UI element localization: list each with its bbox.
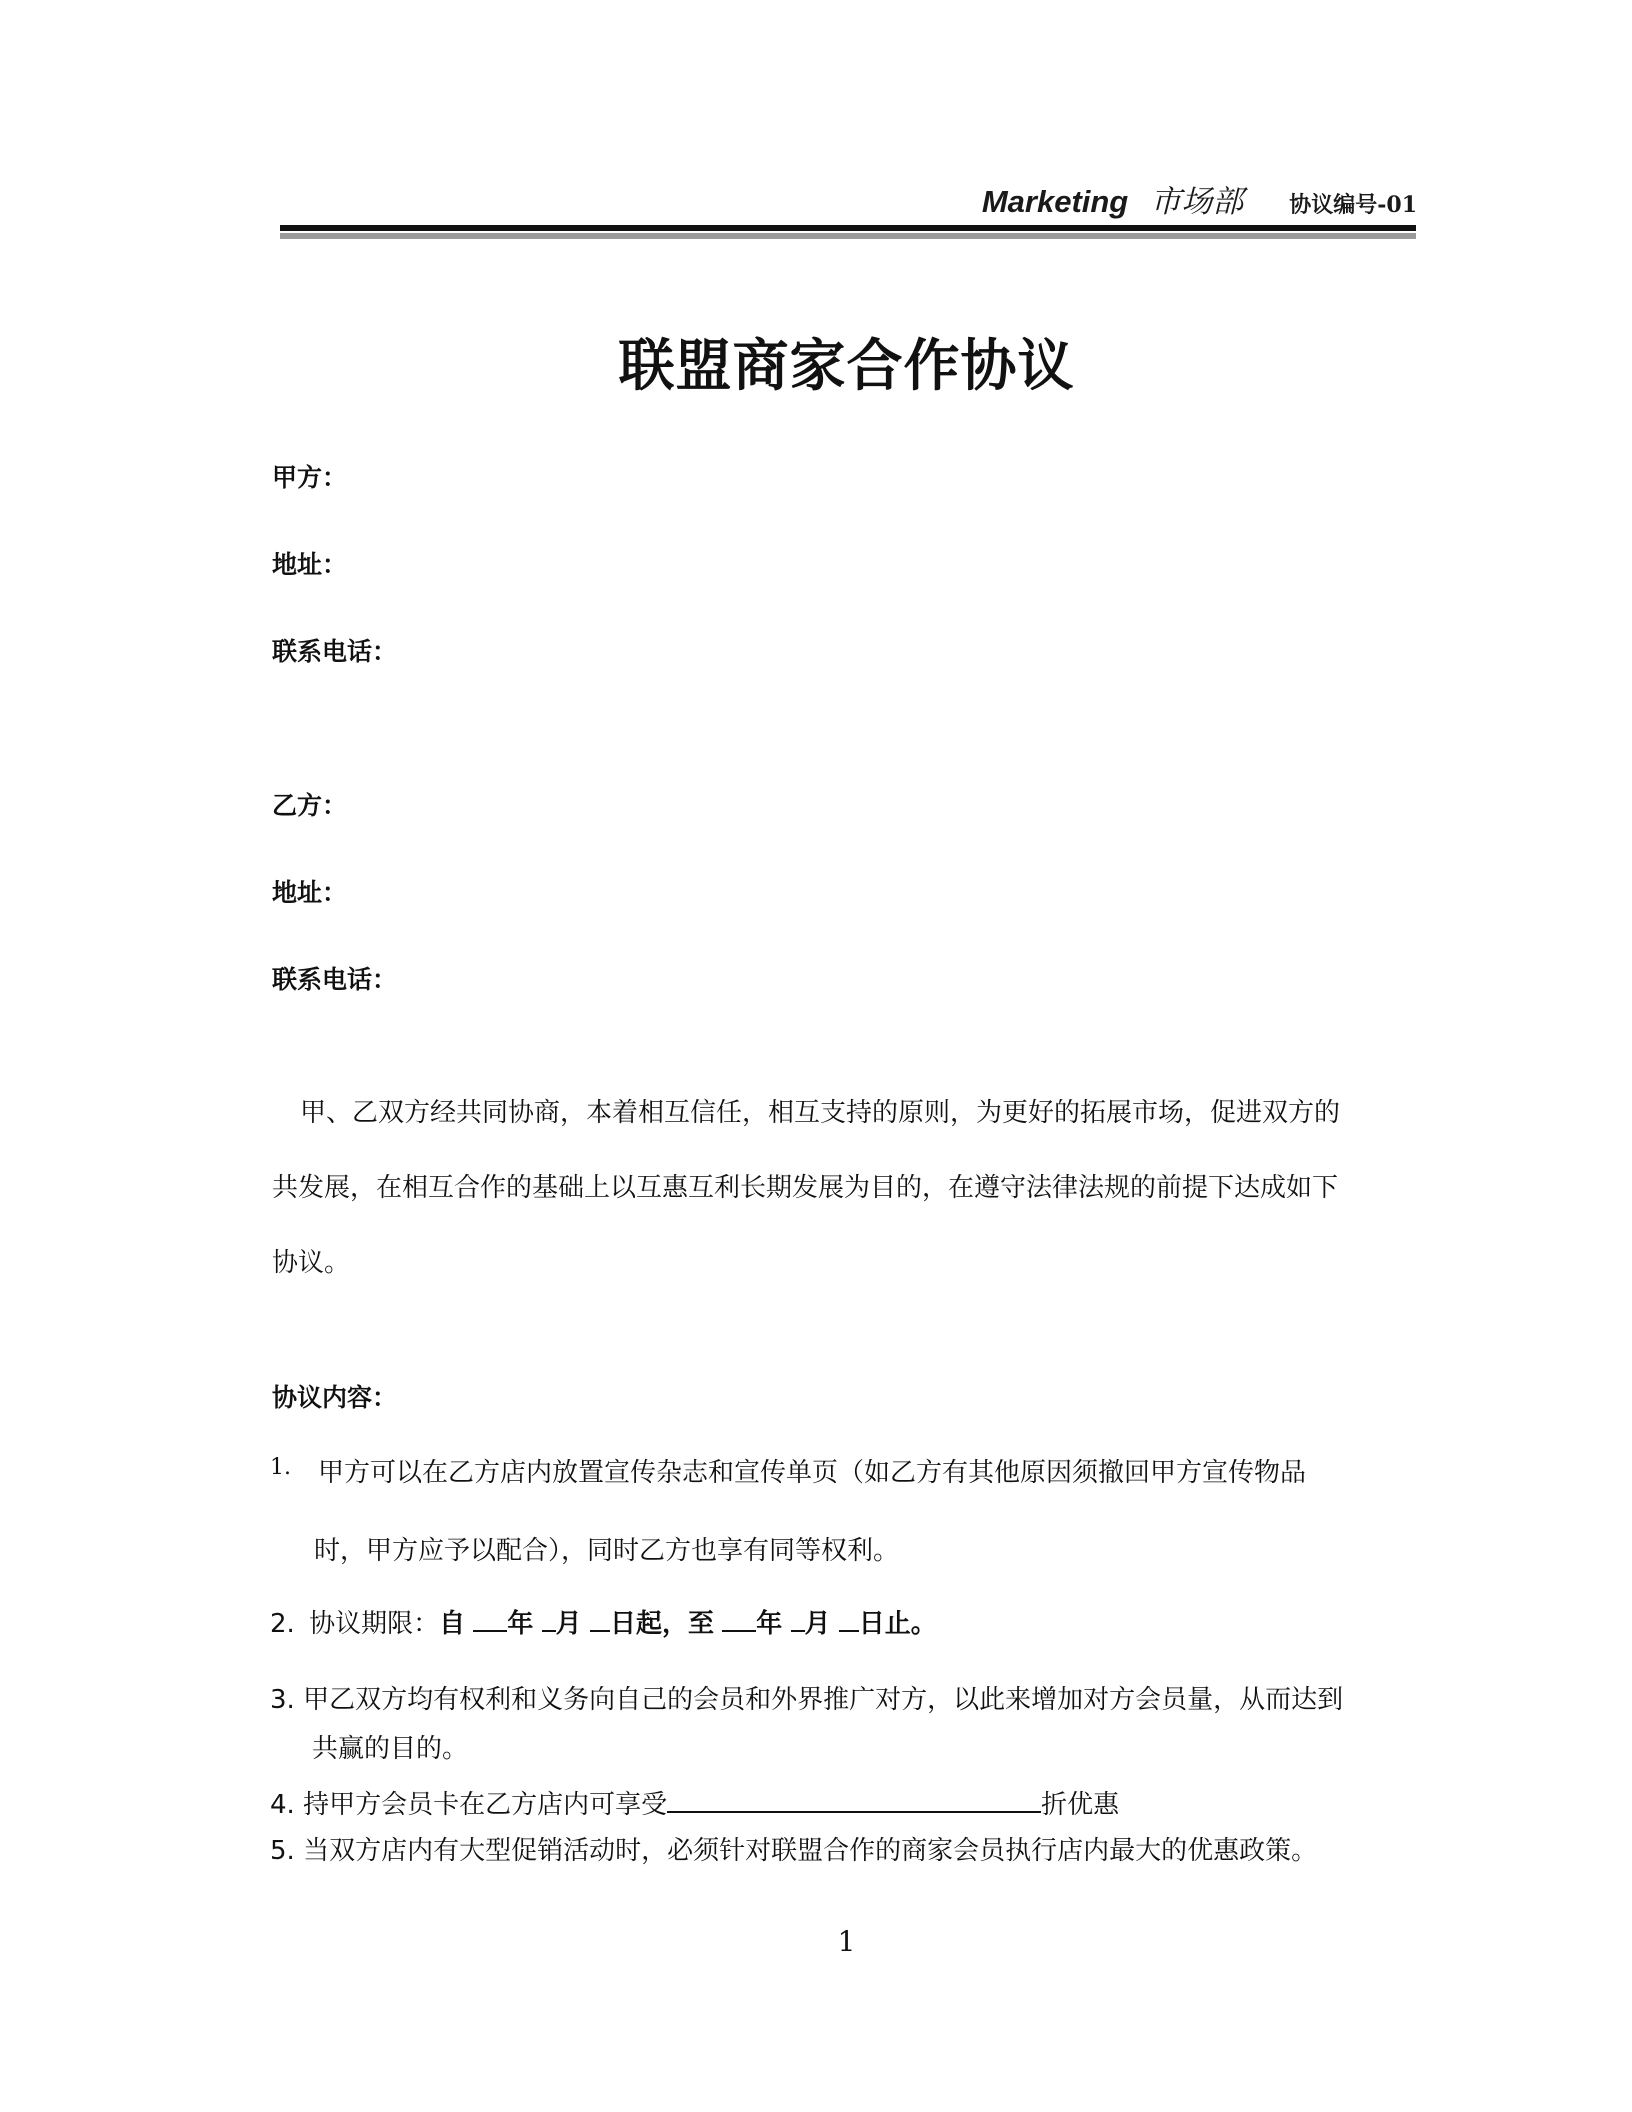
item-2-month-2: 月	[804, 1609, 831, 1639]
item-2	[270, 1603, 937, 1640]
item-1-number: 1.	[270, 1455, 291, 1480]
document-title: 联盟商家合作协议	[618, 334, 1075, 399]
header-dept-en: Marketing	[981, 184, 1129, 219]
party-b-address-label: 地址：	[272, 878, 348, 907]
item-5: 5. 当双方店内有大型促销活动时，必须针对联盟合作的商家会员执行店内最大的优惠政策。	[270, 1836, 1318, 1866]
item-1-line-2: 时，甲方应予以配合），同时乙方也享有同等权利。	[314, 1536, 900, 1566]
item-2-blank-end-day	[839, 1604, 859, 1632]
header-rule-thick	[280, 225, 1416, 231]
item-4	[270, 1784, 1119, 1821]
item-4-suffix: 折优惠	[1041, 1790, 1120, 1820]
item-3-line-1: 3. 甲乙双方均有权利和义务向自己的会员和外界推广对方，以此来增加对方会员量，从而达到	[270, 1685, 1344, 1715]
party-b-phone-label: 联系电话：	[272, 965, 398, 994]
item-2-year-2: 年	[756, 1609, 783, 1639]
content-heading: 协议内容：	[272, 1383, 398, 1412]
header-dept-zh: 市场部	[1150, 184, 1244, 220]
item-2-blank-start-day	[590, 1604, 610, 1632]
item-2-number: 2.	[270, 1609, 295, 1639]
item-2-month-1: 月	[555, 1609, 582, 1639]
item-4-discount-blank	[667, 1785, 1041, 1813]
header-rule-thin	[280, 233, 1416, 239]
page-header	[982, 176, 1417, 221]
page-number: 1	[837, 1925, 856, 1958]
party-a-phone-label: 联系电话：	[272, 637, 398, 666]
intro-line-3: 协议。	[272, 1248, 351, 1278]
item-2-day-1: 日起，至	[609, 1609, 714, 1639]
intro-line-2: 共发展，在相互合作的基础上以互惠互利长期发展为目的，在遵守法律法规的前提下达成如下	[272, 1173, 1339, 1203]
item-2-blank-start-month	[542, 1604, 556, 1632]
item-1-line-1: 甲方可以在乙方店内放置宣传杂志和宣传单页（如乙方有其他原因须撤回甲方宣传物品	[318, 1458, 1307, 1488]
intro-line-1: 甲、乙双方经共同协商，本着相互信任，相互支持的原则，为更好的拓展市场，促进双方的	[300, 1098, 1341, 1128]
item-2-label: 协议期限：	[309, 1609, 440, 1639]
item-2-blank-end-year	[722, 1604, 756, 1632]
item-2-day-2: 日止。	[858, 1609, 937, 1639]
party-b-name-label: 乙方：	[272, 791, 348, 820]
item-2-year-1: 年	[507, 1609, 534, 1639]
party-a-name-label: 甲方：	[272, 463, 348, 492]
party-a-address-label: 地址：	[272, 550, 348, 579]
item-3-line-2: 共赢的目的。	[312, 1734, 469, 1764]
item-4-text: 4. 持甲方会员卡在乙方店内可享受	[270, 1790, 668, 1820]
item-2-from: 自	[439, 1609, 466, 1639]
item-2-blank-start-year	[473, 1604, 507, 1632]
header-doc-number: 协议编号-01	[1289, 192, 1417, 218]
item-2-blank-end-month	[791, 1604, 805, 1632]
